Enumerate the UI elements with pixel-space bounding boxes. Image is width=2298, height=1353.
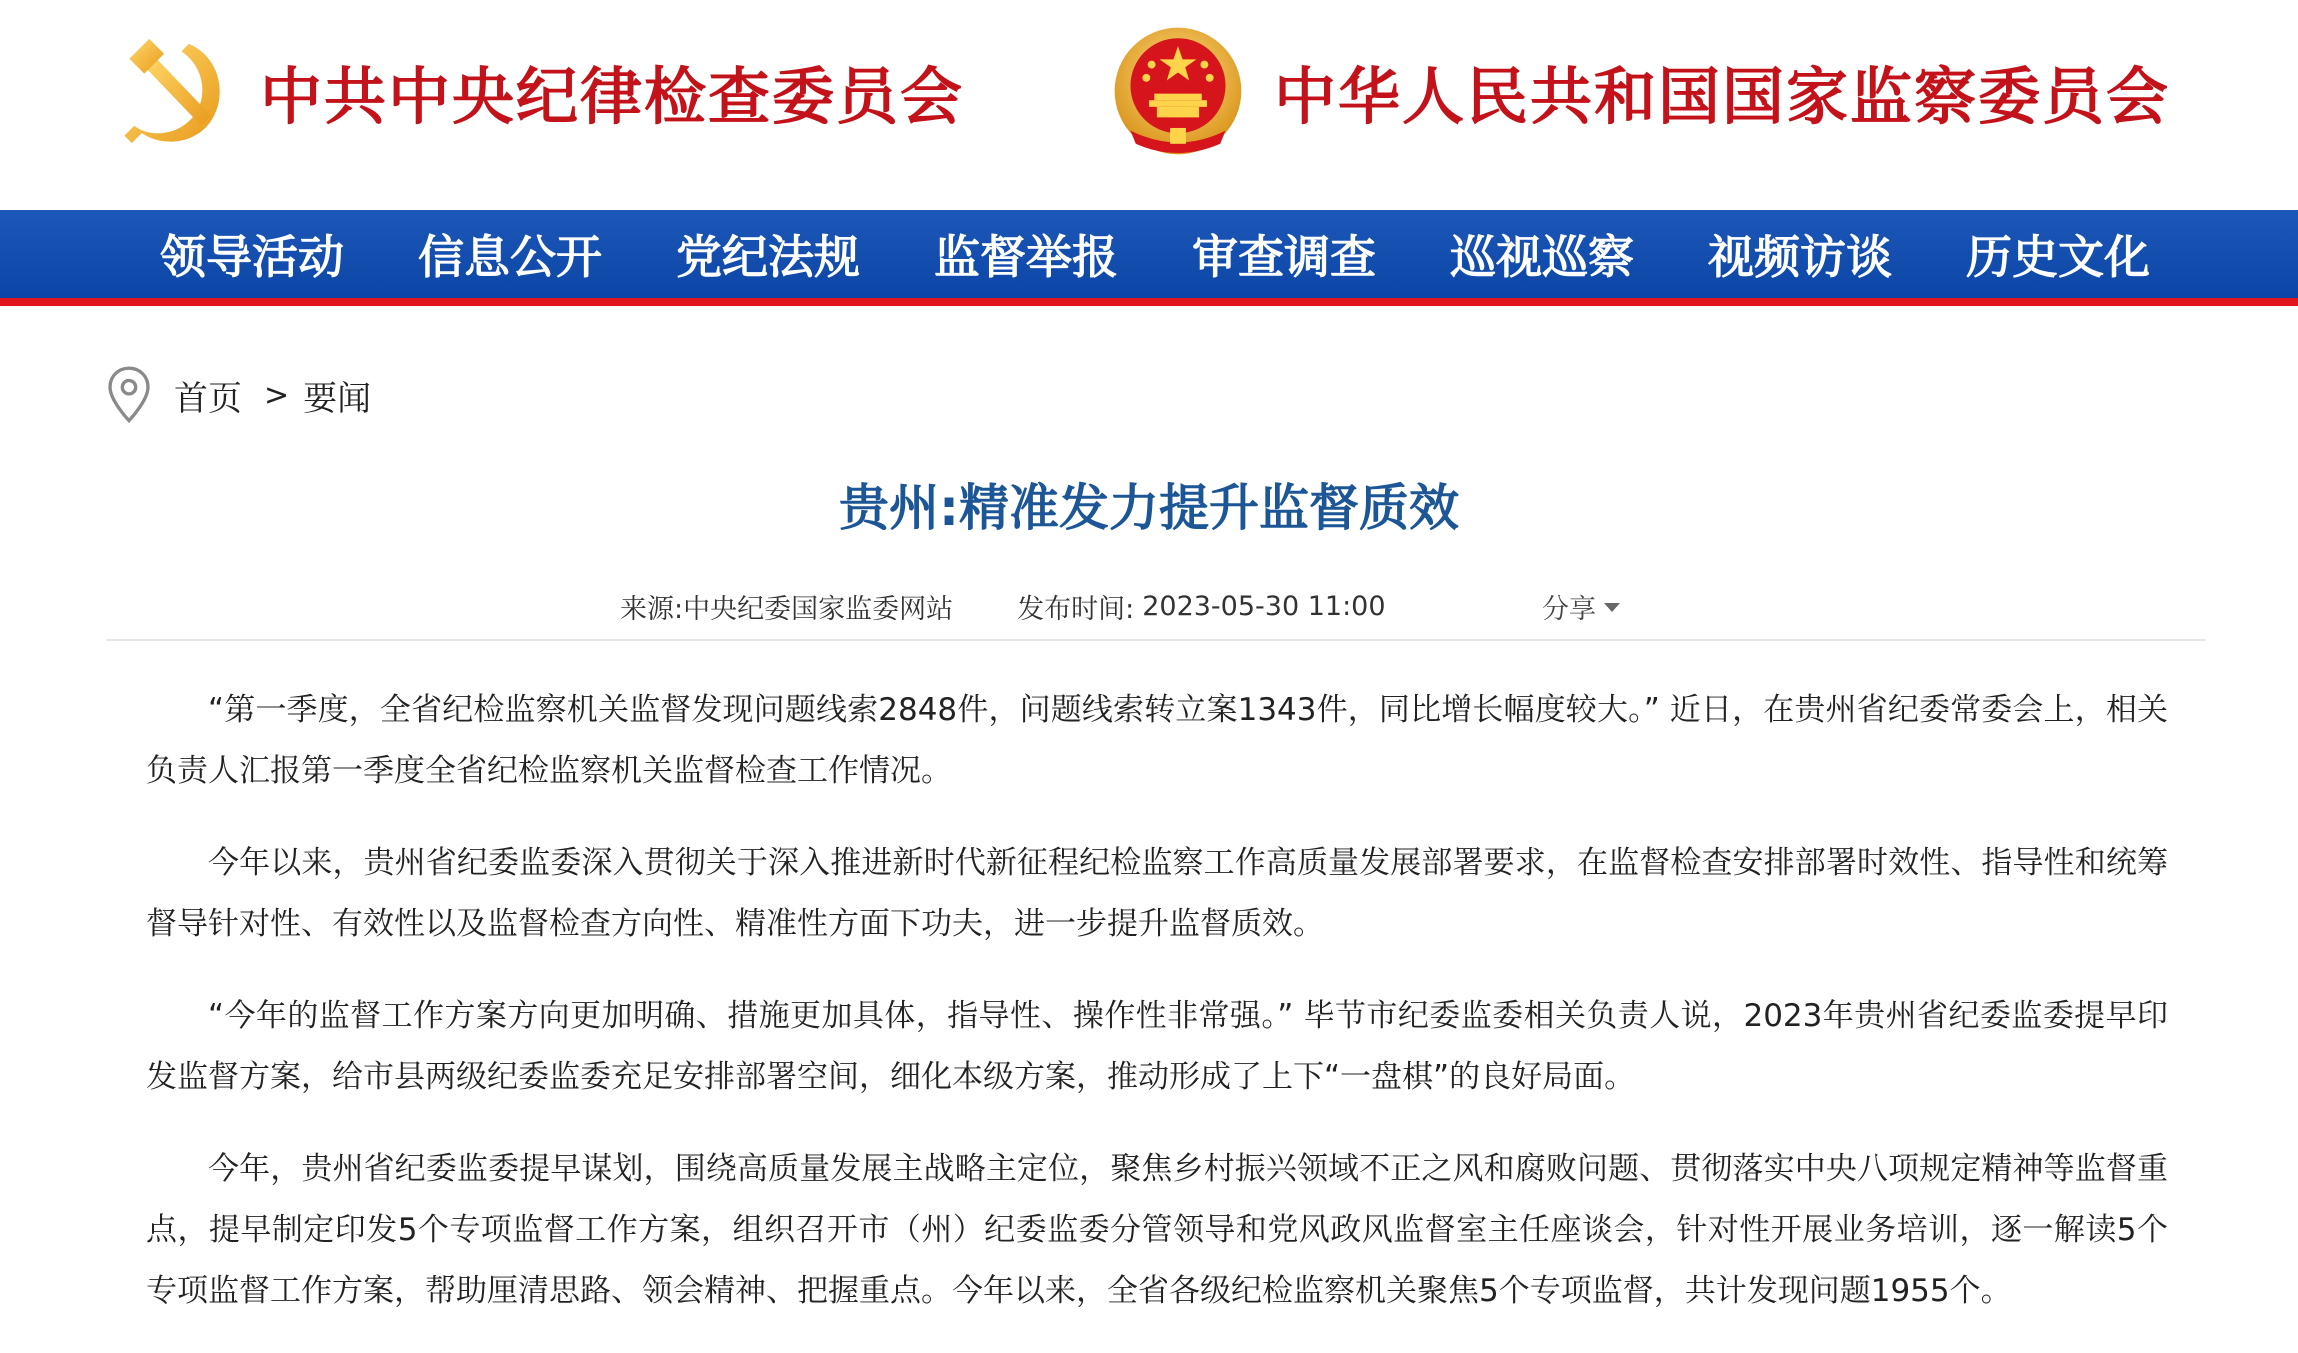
breadcrumb-separator: > xyxy=(264,377,290,413)
nav-item-list xyxy=(160,210,2224,298)
nav-item-leadership[interactable]: 领导活动 xyxy=(160,230,344,284)
nav-item-investigation[interactable]: 审查调查 xyxy=(1192,230,1376,284)
nav-item-inspection[interactable]: 巡视巡察 xyxy=(1450,230,1634,284)
article-paragraph: “今年的监督工作方案方向更加明确、措施更加具体，指导性、操作性非常强。” 毕节市纪委监委相关负责人说，2023年贵州省纪委监委提早印发监督方案，给市县两级纪委监委充足安排部署空间，细化本级方案，推动形成了上下“一盘棋”的良好局面。 xyxy=(146,998,2168,1095)
main-nav xyxy=(0,210,2298,306)
article-title: 贵州:精准发力提升监督质效 xyxy=(839,479,1459,537)
nsc-title: 中华人民共和国国家监察委员会 xyxy=(1274,59,2171,133)
publish-time-value: 2023-05-30 11:00 xyxy=(1142,590,1386,622)
breadcrumb xyxy=(106,365,371,425)
national-emblem-icon xyxy=(1112,25,1244,157)
source-value: 中央纪委国家监委网站 xyxy=(683,593,954,625)
party-emblem-icon xyxy=(112,29,236,153)
cpc-ccdi-brand[interactable] xyxy=(112,26,964,156)
source-label: 来源: xyxy=(620,593,684,625)
share-label: 分享 xyxy=(1542,593,1596,625)
publish-time-label: 发布时间: xyxy=(1017,593,1135,625)
nav-item-video[interactable]: 视频访谈 xyxy=(1708,230,1892,284)
breadcrumb-home-link[interactable]: 首页 xyxy=(174,378,242,419)
nav-item-regulations[interactable]: 党纪法规 xyxy=(676,230,860,284)
breadcrumb-current-link[interactable]: 要闻 xyxy=(303,378,372,419)
nsc-brand[interactable] xyxy=(1112,26,2170,156)
nav-item-report[interactable]: 监督举报 xyxy=(934,230,1118,284)
article-meta xyxy=(620,584,1386,628)
caret-down-icon xyxy=(1604,603,1620,612)
share-button[interactable] xyxy=(1542,584,1620,628)
site-header xyxy=(0,0,2298,210)
meta-divider xyxy=(106,639,2206,641)
article-paragraph: 今年以来，贵州省纪委监委深入贯彻关于深入推进新时代新征程纪检监察工作高质量发展部署要求，在监督检查安排部署时效性、指导性和统筹督导针对性、有效性以及监督检查方向性、精准性方面下功夫，进一步提升监督质效。 xyxy=(146,845,2168,942)
article-body xyxy=(146,680,2168,1353)
location-pin-icon xyxy=(106,366,152,424)
nav-item-history[interactable]: 历史文化 xyxy=(1966,230,2150,284)
cpc-ccdi-title: 中共中央纪律检查委员会 xyxy=(260,59,965,133)
article-paragraph: “第一季度，全省纪检监察机关监督发现问题线索2848件，问题线索转立案1343件，同比增长幅度较大。” 近日，在贵州省纪委常委会上，相关负责人汇报第一季度全省纪检监察机关监督检查工作情况。 xyxy=(146,692,2168,789)
article-paragraph: 今年，贵州省纪委监委提早谋划，围绕高质量发展主战略主定位，聚焦乡村振兴领域不正之风和腐败问题、贯彻落实中央八项规定精神等监督重点，提早制定印发5个专项监督工作方案，组织召开市（州）纪委监委分管领导和党风政风监督室主任座谈会，针对性开展业务培训，逐一解读5个专项监督工作方案，帮助厘清思路、领会精神、把握重点。今年以来，全省各级纪检监察机关聚焦5个专项监督，共计发现问题1955个。 xyxy=(146,1151,2168,1309)
nav-item-disclosure[interactable]: 信息公开 xyxy=(418,230,602,284)
